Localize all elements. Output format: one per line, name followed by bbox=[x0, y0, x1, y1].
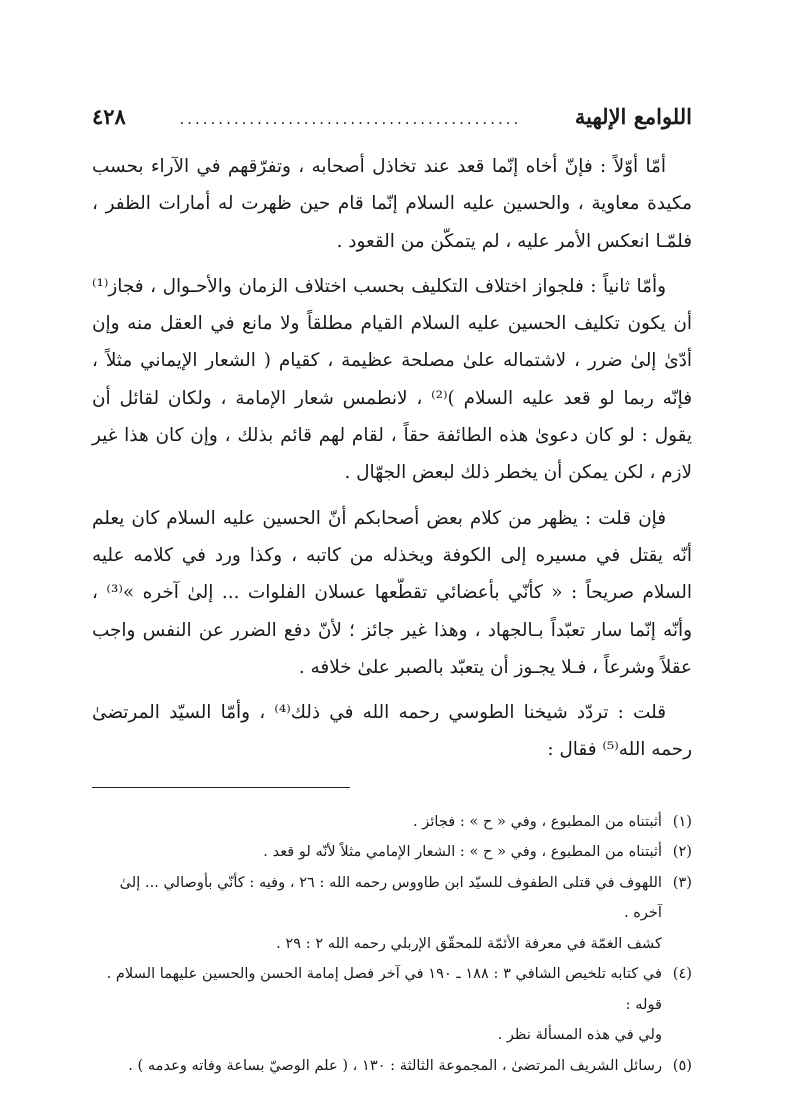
footnote-text: أثبتناه من المطبوع ، وفي « ح » : فجائز . bbox=[413, 812, 662, 830]
header-title: اللوامع الإلهية bbox=[574, 104, 692, 129]
footnote-body bbox=[92, 959, 662, 1051]
footnote bbox=[92, 959, 692, 1051]
footnote-separator bbox=[92, 777, 692, 807]
footnote-number: (١) bbox=[672, 812, 692, 830]
header-dot-leader: ............................................ bbox=[179, 110, 522, 128]
paragraph: وأمّا ثانياً : فلجواز اختلاف التكليف بحسب اختلاف الزمان والأحـوال ، فجاز⁽¹⁾ أن يكون تكليف الحسين عليه السلام القيام مطلقاً ولا مانع في العقل منه وإن أدّىٰ إلىٰ ضرر ، لاشتماله علىٰ مصلحة عظيمة ، كقيام ( الشعار الإيماني مثلاً ، فإنّه ربما لو قعد عليه السلام )⁽²⁾ ، لانطمس شعار الإمامة ، ولكان لقائل أن يقول : لو كان دعوىٰ هذه الطائفة حقاً ، لقام لهم قائم بذلك ، وإن كان هذا غير لازم ، لكن يمكن أن يخطر ذلك لبعض الجهّال . bbox=[92, 275, 692, 484]
footnote-text: أثبتناه من المطبوع ، وفي « ح » : الشعار الإمامي مثلاً لأنّه لو قعد . bbox=[263, 843, 662, 861]
footnote-continuation: كشف الغمّة في معرفة الأئمّة للمحقّق الإربلي رحمه الله ٢ : ٢٩ . bbox=[276, 934, 662, 952]
footnote-text: رسائل الشريف المرتضىٰ ، المجموعة الثالثة : ١٣٠ ، ( علم الوصيّ بساعة وفاته وعدمه ) . bbox=[128, 1056, 662, 1074]
footnote-number: (٢) bbox=[672, 843, 692, 861]
running-head bbox=[92, 104, 692, 140]
paragraph: أمّا أوّلاً : فإنّ أخاه إنّما قعد عند تخاذل أصحابه ، وتفرّقهم في الآراء بحسب مكيدة معاوية ، والحسين عليه السلام إنّما قام حين ظهرت له أمارات الظفر ، فلمّـا انعكس الأمر عليه ، لم يتمكّن من القعود . bbox=[92, 156, 692, 252]
footnote-number: (٤) bbox=[672, 965, 692, 983]
book-page bbox=[92, 104, 692, 1074]
footnote-rule bbox=[92, 787, 350, 788]
footnotes bbox=[92, 807, 692, 1082]
footnote-body bbox=[92, 868, 662, 960]
paragraph: فإن قلت : يظهر من كلام بعض أصحابكم أنّ الحسين عليه السلام كان يعلم أنّه يقتل في مسيره إلى الكوفة ويخذله من كاتبه ، وكذا ورد في كلامه عليه السلام صريحاً : « كأنّي بأعضائي تقطّعها عسلان الفلوات ... إلىٰ آخره »⁽³⁾ ، وأنّه إنّما سار تعبّداً بـالجهاد ، وهذا غير جائز ؛ لأنّ دفع الضرر عن النفس واجب عقلاً وشرعاً ، فـلا يجـوز أن يتعبّد بالصبر علىٰ خلافه . bbox=[92, 507, 692, 678]
paragraph: قلت : تردّد شيخنا الطوسي رحمه الله في ذلك⁽⁴⁾ ، وأمّا السيّد المرتضىٰ رحمه الله⁽⁵⁾ فقال : bbox=[92, 702, 692, 761]
page-number: ٤٢٨ bbox=[92, 104, 126, 129]
footnote-continuation: ولي في هذه المسألة نظر . bbox=[497, 1026, 662, 1044]
footnote-number: (٣) bbox=[672, 873, 692, 891]
footnote bbox=[92, 837, 692, 868]
footnote-number: (٥) bbox=[672, 1056, 692, 1074]
footnote-text: اللهوف في قتلى الطفوف للسيّد ابن طاووس رحمه الله : ٢٦ ، وفيه : كأنّي بأوصالي ... إلىٰ آخره . bbox=[119, 873, 662, 922]
main-text bbox=[92, 148, 692, 769]
footnote bbox=[92, 1051, 692, 1082]
footnote bbox=[92, 868, 692, 960]
footnote bbox=[92, 807, 692, 838]
footnote-text: في كتابه تلخيص الشافي ٣ : ١٨٨ ـ ١٩٠ في آخر فصل إمامة الحسن والحسين عليهما السلام . قوله : bbox=[106, 965, 662, 1013]
